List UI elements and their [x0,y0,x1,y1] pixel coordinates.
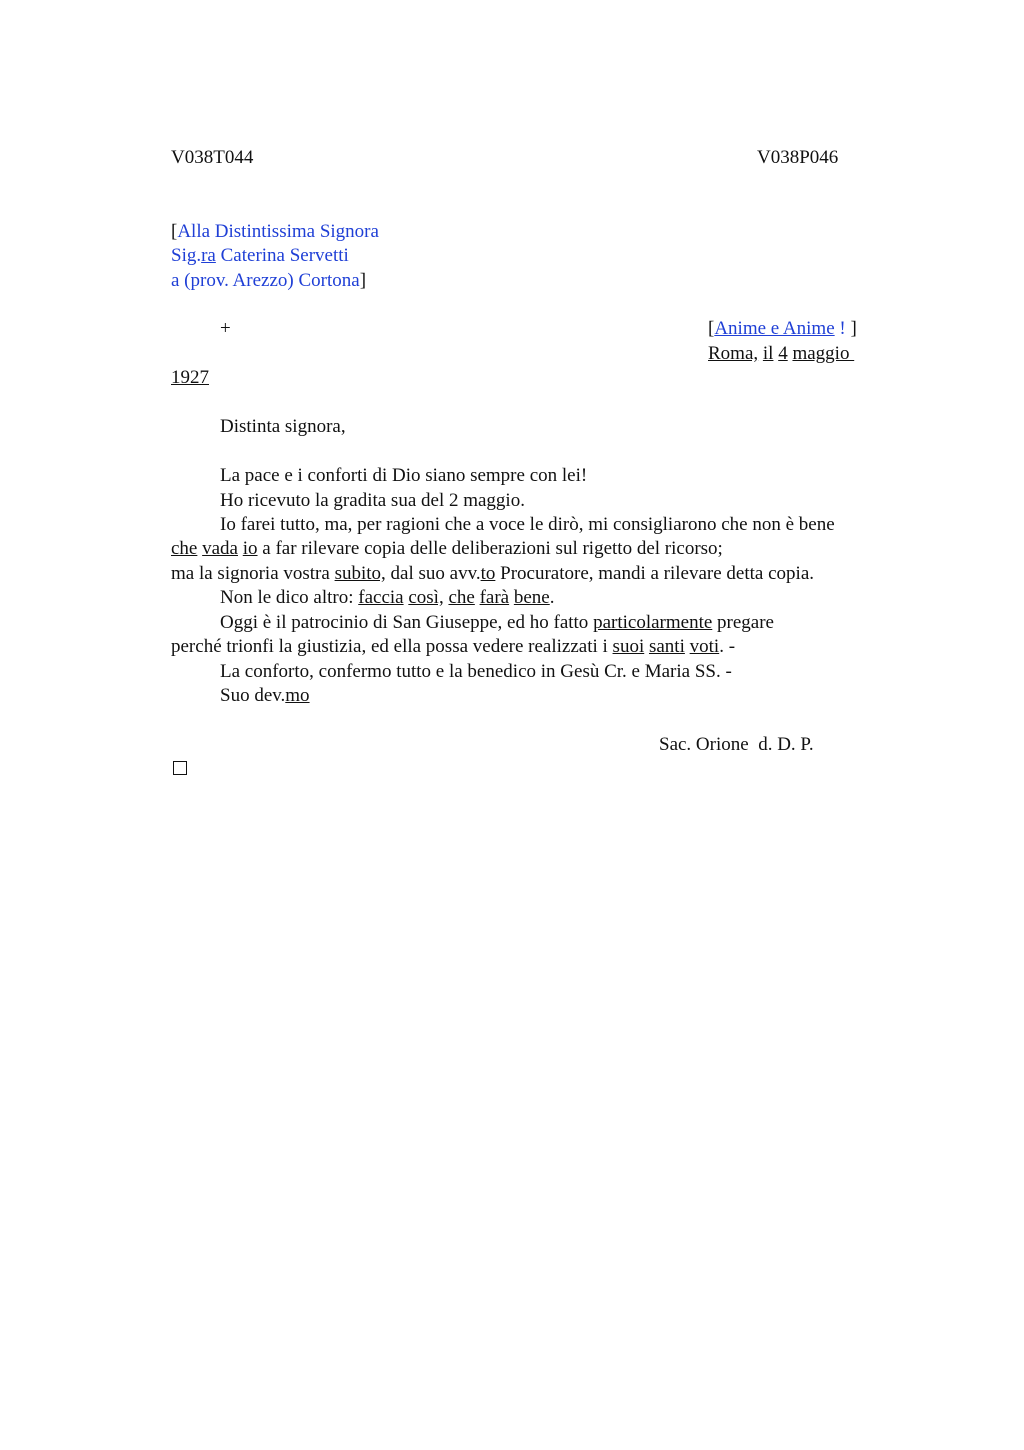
p5-end: . - [719,636,736,657]
address-location: a (prov. Arezzo) Cortona [171,270,360,291]
address-sig-ra: ra [201,245,216,266]
address-close-bracket: ] [359,270,367,291]
address-line-2 [171,244,349,268]
address-open-bracket: [ [171,221,178,242]
address-line-3 [171,269,366,293]
body-paragraph-3-line-3 [171,562,814,586]
body-paragraph-1: La pace e i conforti di Dio siano sempre con lei! [220,465,588,486]
closing-text: Suo dev. [220,685,286,706]
motto-exclamation: ! [834,318,846,339]
signature: Sac. Orione d. D. P. [659,734,814,755]
body-paragraph-2: Ho ricevuto la gradita sua del 2 maggio. [220,490,525,511]
word-che: che [171,538,198,559]
date-year: 1927 [171,367,209,388]
body-paragraph-6: La conforto, confermo tutto e la benedico in Gesù Cr. e Maria SS. - [220,661,732,682]
word-bene: bene [513,587,550,608]
word-fara: farà [479,587,510,608]
motto-open-bracket: [ [708,318,715,339]
p3-line3-a: ma la signoria vostra [171,563,335,584]
p5-a: Oggi è il patrocinio di San Giuseppe, ed ho fatto [220,612,594,633]
word-suoi: suoi [612,636,645,657]
address-sig: Sig. [171,245,202,266]
word-subito: subito, [334,563,386,584]
body-paragraph-3-line-2 [171,537,723,561]
word-io: io [242,538,258,559]
p3-line3-b: dal suo avv. [385,563,481,584]
p4-a: Non le dico altro: [220,587,359,608]
motto-line [708,317,857,341]
word-cosi: così, [408,587,444,608]
body-paragraph-3-line-1: Io farei tutto, ma, per ragioni che a voce le dirò, mi consigliarono che non è bene [220,514,835,535]
p3-line2-rest: a far rilevare copia delle deliberazioni sul rigetto del ricorso; [257,538,723,559]
document-code-left: V038T044 [171,147,254,168]
date-day: 4 [778,343,788,364]
body-paragraph-5-line-1 [220,611,774,635]
document-code-right: V038P046 [757,147,839,168]
date-month: maggio [792,343,855,364]
motto-close-bracket: ] [845,318,857,339]
word-to: to [480,563,496,584]
word-faccia: faccia [358,587,404,608]
p4-end: . [549,587,555,608]
address-recipient-name: Caterina Servetti [215,245,349,266]
date-il: il [762,343,774,364]
p5-line2-a: perché trionfi la giustizia, ed ella possa vedere realizzati i [171,636,613,657]
word-che-2: che [448,587,475,608]
address-line-1 [171,220,379,244]
end-of-document-box-icon [173,761,187,775]
closing-mo: mo [285,685,310,706]
word-particolarmente: particolarmente [593,612,713,633]
word-voti: voti [689,636,720,657]
closing [220,684,310,708]
date-line [708,342,854,366]
salutation: Distinta signora, [220,416,346,437]
word-vada: vada [202,538,238,559]
date-roma: Roma, [708,343,759,364]
body-paragraph-5-line-2 [171,635,735,659]
cross-symbol: + [220,318,231,339]
motto-text: Anime e Anime [714,318,835,339]
body-paragraph-4 [220,586,554,610]
word-santi: santi [648,636,685,657]
p5-b: pregare [712,612,774,633]
p3-line3-c: Procuratore, mandi a rilevare detta copia. [495,563,815,584]
address-recipient-title: Alla Distintissima Signora [177,221,379,242]
